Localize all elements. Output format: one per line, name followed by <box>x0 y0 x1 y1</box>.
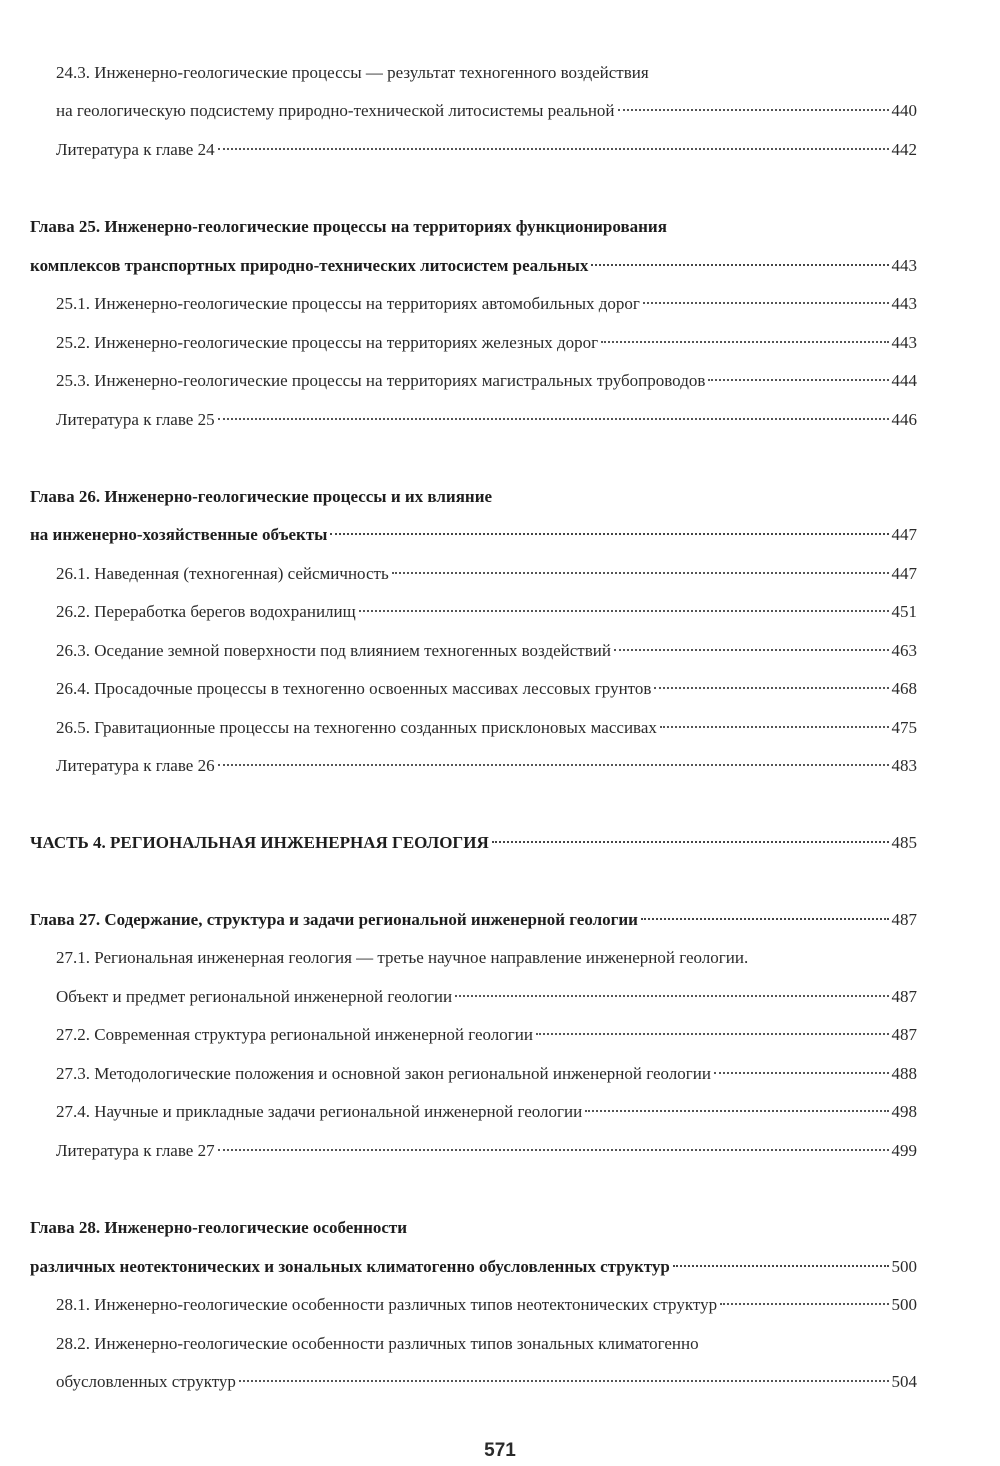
toc-entry-title: 26.2. Переработка берегов водохранилищ <box>56 602 356 621</box>
dot-leader <box>536 1033 889 1035</box>
toc-line <box>0 214 1000 240</box>
dot-leader <box>492 841 889 843</box>
toc-entry <box>56 1331 917 1357</box>
toc-line <box>0 484 1000 510</box>
toc-entry <box>56 1099 917 1125</box>
toc-entry <box>56 753 917 779</box>
toc-line <box>0 98 1000 124</box>
toc-entry-title: ЧАСТЬ 4. РЕГИОНАЛЬНАЯ ИНЖЕНЕРНАЯ ГЕОЛОГИЯ <box>30 833 489 852</box>
toc-entry <box>56 945 917 971</box>
toc-line <box>0 1292 1000 1318</box>
toc-entry-page: 500 <box>891 1295 917 1314</box>
toc-entry-page: 487 <box>891 987 917 1006</box>
toc-line <box>0 60 1000 86</box>
toc-entry <box>56 368 917 394</box>
dot-leader <box>239 1380 889 1382</box>
toc-line <box>0 368 1000 394</box>
dot-leader <box>618 109 889 111</box>
dot-leader <box>643 302 889 304</box>
toc-line <box>0 676 1000 702</box>
toc-line <box>0 715 1000 741</box>
toc-entry <box>30 484 917 510</box>
toc-entry <box>56 638 917 664</box>
toc-entry <box>56 599 917 625</box>
toc-entry-page: 442 <box>891 140 917 159</box>
toc-entry-page: 451 <box>891 602 917 621</box>
toc-entry-title: на геологическую подсистему природно-технической литосистемы реальной <box>56 101 615 120</box>
toc-entry <box>56 407 917 433</box>
toc-entry-title: комплексов транспортных природно-технических литосистем реальных <box>30 256 589 275</box>
dot-leader <box>714 1072 889 1074</box>
toc-entry-page: 447 <box>891 525 917 544</box>
toc-line <box>0 907 1000 933</box>
toc-entry <box>30 253 917 279</box>
toc-line <box>0 407 1000 433</box>
toc-entry-title: 27.4. Научные и прикладные задачи региональной инженерной геологии <box>56 1102 583 1121</box>
toc-entry-title: 28.1. Инженерно-геологические особенности различных типов неотектонических структур <box>56 1295 718 1314</box>
toc-line <box>0 1099 1000 1125</box>
toc-entry-title: 27.3. Методологические положения и основной закон региональной инженерной геологии <box>56 1064 711 1083</box>
toc-entry-page: 444 <box>891 371 917 390</box>
dot-leader <box>641 918 889 920</box>
dot-leader <box>708 379 888 381</box>
toc-entry <box>56 561 917 587</box>
toc-line <box>0 522 1000 548</box>
toc-entry-title: Глава 27. Содержание, структура и задачи региональной инженерной геологии <box>30 910 638 929</box>
toc-entry-page: 485 <box>891 833 917 852</box>
toc-entry-title: обусловленных структур <box>56 1372 236 1391</box>
toc-entry-page: 487 <box>891 910 917 929</box>
dot-leader <box>218 148 889 150</box>
toc-entry-title: 27.1. Региональная инженерная геология — третье научное направление инженерной геологии. <box>56 948 749 967</box>
toc-entry-title: 26.5. Гравитационные процессы на техногенно созданных присклоновых массивах <box>56 718 657 737</box>
toc-entry <box>56 1369 917 1395</box>
dot-leader <box>660 726 889 728</box>
toc-entry-page: 499 <box>891 1141 917 1160</box>
toc-entry-title: Объект и предмет региональной инженерной геологии <box>56 987 453 1006</box>
toc-entry <box>56 676 917 702</box>
toc-line <box>0 830 1000 856</box>
toc-entry-title: 25.2. Инженерно-геологические процессы на территориях железных дорог <box>56 333 599 352</box>
toc-line <box>0 291 1000 317</box>
toc-entry-page: 498 <box>891 1102 917 1121</box>
toc-entry <box>56 984 917 1010</box>
dot-leader <box>218 1149 889 1151</box>
dot-leader <box>392 572 889 574</box>
toc-entry-title: Литература к главе 27 <box>56 1141 215 1160</box>
dot-leader <box>614 649 889 651</box>
toc-line <box>0 1061 1000 1087</box>
toc-entry-title: Глава 25. Инженерно-геологические процессы на территориях функционирования <box>30 217 667 236</box>
toc-entry <box>30 214 917 240</box>
toc-entry-title: 26.4. Просадочные процессы в техногенно освоенных массивах лессовых грунтов <box>56 679 652 698</box>
toc-entry <box>56 330 917 356</box>
toc-entry-page: 443 <box>891 256 917 275</box>
toc-line <box>0 253 1000 279</box>
toc-entry-title: 24.3. Инженерно-геологические процессы — результат техногенного воздействия <box>56 63 649 82</box>
toc-entry-title: Литература к главе 25 <box>56 410 215 429</box>
dot-leader <box>720 1303 888 1305</box>
toc-entry-page: 443 <box>891 294 917 313</box>
toc-entry <box>56 291 917 317</box>
toc-entry-page: 447 <box>891 564 917 583</box>
toc-entry <box>56 98 917 124</box>
toc-entry-page: 504 <box>891 1372 917 1391</box>
toc-entry <box>30 830 917 856</box>
toc-entry-title: различных неотектонических и зональных климатогенно обусловленных структур <box>30 1257 670 1276</box>
toc-entry <box>56 715 917 741</box>
toc-entry <box>56 1138 917 1164</box>
toc-entry-page: 487 <box>891 1025 917 1044</box>
dot-leader <box>218 764 889 766</box>
page-number: 571 <box>484 1440 516 1461</box>
dot-leader <box>591 264 888 266</box>
toc-entry-title: Глава 28. Инженерно-геологические особенности <box>30 1218 408 1237</box>
toc-line <box>0 1254 1000 1280</box>
dot-leader <box>654 687 888 689</box>
dot-leader <box>673 1265 889 1267</box>
toc-entry-title: Литература к главе 26 <box>56 756 215 775</box>
toc-entry-page: 475 <box>891 718 917 737</box>
toc-entry-page: 440 <box>891 101 917 120</box>
toc-entry <box>30 1215 917 1241</box>
toc-line <box>0 984 1000 1010</box>
dot-leader <box>218 418 889 420</box>
toc-entry-page: 463 <box>891 641 917 660</box>
toc-entry <box>56 137 917 163</box>
toc-line <box>0 137 1000 163</box>
toc-line <box>0 945 1000 971</box>
toc-entry <box>30 522 917 548</box>
dot-leader <box>585 1110 888 1112</box>
toc-entry-page: 500 <box>891 1257 917 1276</box>
toc-line <box>0 753 1000 779</box>
dot-leader <box>330 533 888 535</box>
toc-line <box>0 1022 1000 1048</box>
toc-entry-title: 26.1. Наведенная (техногенная) сейсмичность <box>56 564 389 583</box>
toc-entry-title: 26.3. Оседание земной поверхности под влиянием техногенных воздействий <box>56 641 611 660</box>
toc-entry-title: на инженерно-хозяйственные объекты <box>30 525 328 544</box>
toc-entry-title: 28.2. Инженерно-геологические особенности различных типов зональных климатогенно <box>56 1334 699 1353</box>
toc-entry-title: 25.3. Инженерно-геологические процессы на территориях магистральных трубопроводов <box>56 371 706 390</box>
dot-leader <box>455 995 888 997</box>
toc-line <box>0 561 1000 587</box>
toc-entry <box>30 1254 917 1280</box>
toc-entry <box>30 907 917 933</box>
toc-line <box>0 599 1000 625</box>
toc-line <box>0 330 1000 356</box>
toc-entry-page: 446 <box>891 410 917 429</box>
toc-line <box>0 1331 1000 1357</box>
toc-line <box>0 1369 1000 1395</box>
toc-entry-title: Глава 26. Инженерно-геологические процессы и их влияние <box>30 487 493 506</box>
toc-entry-page: 483 <box>891 756 917 775</box>
dot-leader <box>359 610 889 612</box>
toc-line <box>0 638 1000 664</box>
toc-entry-title: 25.1. Инженерно-геологические процессы на территориях автомобильных дорог <box>56 294 640 313</box>
dot-leader <box>601 341 888 343</box>
toc-entry-page: 488 <box>891 1064 917 1083</box>
toc-entry-page: 443 <box>891 333 917 352</box>
toc-entry <box>56 60 917 86</box>
toc-entry-title: 27.2. Современная структура региональной инженерной геологии <box>56 1025 533 1044</box>
toc-line <box>0 1215 1000 1241</box>
toc-entry <box>56 1061 917 1087</box>
toc-entry-page: 468 <box>891 679 917 698</box>
toc-line <box>0 1138 1000 1164</box>
toc-entry-title: Литература к главе 24 <box>56 140 215 159</box>
toc-entry <box>56 1292 917 1318</box>
toc-entry <box>56 1022 917 1048</box>
